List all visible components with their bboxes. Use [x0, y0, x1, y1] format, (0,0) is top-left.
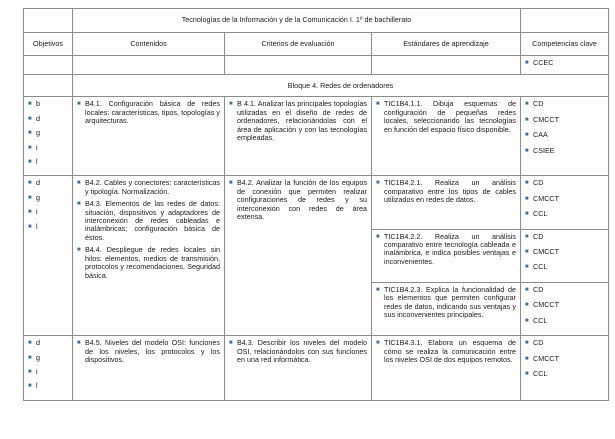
- list-item: ■ TIC1B4.3.1. Elabora un esquema de cómo se realiza la comunicación entre los niveles OSI de dos equipos remotos.: [376, 338, 517, 364]
- bullet-icon: ■: [525, 355, 529, 362]
- objetivos-cell: [24, 97, 73, 176]
- list-item: ■ CCL: [525, 262, 548, 272]
- bullet-icon: ■: [376, 340, 380, 347]
- bullet-icon: ■: [376, 233, 380, 240]
- competencias-cell: [521, 282, 609, 335]
- list-item: ■ TIC1B4.2.3. Explica la funcionalidad de los elementos que permiten configurar redes de datos, indicando sus ventajas y sus inconvenientes principales.: [376, 284, 517, 320]
- bullet-icon: ■: [28, 130, 32, 137]
- bullet-icon: ■: [77, 180, 81, 187]
- table-row: [24, 176, 609, 229]
- bullet-icon: ■: [525, 211, 529, 218]
- list-item: ■ TIC1B4.2.1. Realiza un análisis comparativo entre los tipos de cables utilizados en redes de datos.: [376, 178, 517, 205]
- list-item: ■ TIC1B4.2.2. Realiza un análisis comparativo entre tecnología cableada e inalámbrica, e indica posibles ventajas e inconvenientes.: [376, 231, 517, 266]
- bullet-icon: ■: [376, 101, 380, 108]
- corner-cell: [24, 9, 73, 33]
- list-item: ■ d: [28, 178, 40, 188]
- list-item: ■ CMCCT: [525, 300, 559, 310]
- list-item: ■ CD: [525, 284, 544, 294]
- list-item: ■ d: [28, 338, 40, 348]
- bullet-icon: ■: [376, 286, 380, 293]
- empty-cell: [225, 56, 372, 75]
- objetivos-cell: [24, 336, 73, 401]
- list-item: ■ CCL: [525, 368, 548, 378]
- estandares-cell: [372, 176, 521, 229]
- bullet-icon: ■: [229, 101, 233, 108]
- list-item: ■ CD: [525, 231, 544, 241]
- list-item: ■ B4.2. Cables y conectores: características y tipología. Normalización.: [77, 178, 220, 196]
- list-item: ■ B4.3. Describir los niveles del modelo OSI, relacionándolos con sus funciones en una red informática.: [229, 338, 367, 364]
- list-item: ■ CCL: [525, 315, 548, 325]
- bullet-icon: ■: [525, 302, 529, 309]
- bullet-icon: ■: [525, 101, 529, 108]
- list-item: ■ CMCCT: [525, 247, 559, 257]
- list-item: ■ CAA: [525, 130, 548, 140]
- bullet-icon: ■: [28, 209, 32, 216]
- list-item: ■ CMCCT: [525, 353, 559, 363]
- list-item: ■ i: [28, 207, 38, 217]
- estandares-cell: [372, 97, 521, 176]
- estandares-cell: [372, 336, 521, 401]
- bullet-icon: ■: [525, 60, 529, 66]
- list-item: ■ g: [28, 128, 40, 138]
- bullet-icon: ■: [77, 247, 81, 254]
- contenidos-cell: [73, 176, 225, 336]
- curriculum-table: [23, 8, 609, 401]
- competencias-cell: [521, 97, 609, 176]
- bullet-icon: ■: [525, 249, 529, 256]
- bullet-icon: ■: [28, 180, 32, 187]
- list-item: ■ CCL: [525, 209, 548, 219]
- empty-cell: [24, 56, 73, 75]
- bullet-icon: ■: [525, 180, 529, 187]
- contenidos-cell: [73, 336, 225, 401]
- list-item: ■ B 4.1. Analizar las principales topologías utilizadas en el diseño de redes de ordenadores, relacionándolas con el área de aplicación y con las tecnologías empleadas.: [229, 99, 367, 143]
- header-competencias: Competencias clave: [521, 33, 609, 56]
- list-item: ■ i: [28, 366, 38, 376]
- list-item: ■ CD: [525, 178, 544, 188]
- table-row: [24, 336, 609, 401]
- bullet-icon: ■: [525, 340, 529, 347]
- list-item: ■ TIC1B4.1.1. Dibuja esquemas de configuración de pequeñas redes locales, seleccionando las tecnologías en función del espacio físico disponible.: [376, 99, 517, 134]
- bullet-icon: ■: [28, 340, 32, 347]
- header-contenidos: Contenidos: [73, 33, 225, 56]
- block-title: Bloque 4. Redes de ordenadores: [73, 75, 609, 97]
- bullet-icon: ■: [525, 195, 529, 202]
- list-item: ■ i: [28, 142, 38, 152]
- estandares-cell: [372, 229, 521, 282]
- bullet-icon: ■: [525, 132, 529, 139]
- criterios-cell: [225, 97, 372, 176]
- list-item: ■ B4.1. Configuración básica de redes locales: características, tipos, topologías y arquitecturas.: [77, 99, 220, 126]
- bullet-icon: ■: [525, 286, 529, 293]
- bullet-icon: ■: [28, 101, 32, 108]
- objetivos-cell: [24, 176, 73, 336]
- bullet-icon: ■: [28, 383, 32, 390]
- criterios-cell: [225, 336, 372, 401]
- competencias-cell: [521, 336, 609, 401]
- bullet-icon: ■: [525, 370, 529, 377]
- bullet-icon: ■: [525, 233, 529, 240]
- list-item: ■ CD: [525, 99, 544, 109]
- bullet-icon: ■: [525, 264, 529, 271]
- bullet-icon: ■: [28, 194, 32, 201]
- empty-cell: [24, 75, 73, 97]
- competencias-cell: [521, 229, 609, 282]
- list-item: ■ CSIEE: [525, 145, 555, 155]
- list-item: ■ CMCCT: [525, 114, 559, 124]
- table-title: Tecnologías de la Información y de la Comunicación I. 1º de bachillerato: [73, 9, 521, 33]
- bullet-icon: ■: [77, 340, 81, 347]
- competencias-cell: [521, 176, 609, 229]
- list-item: ■ B4.3. Elementos de las redes de datos: situación, dispositivos y adaptadores de interconexión de redes cableadas e inalámbricas; configuración básica de éstos.: [77, 199, 220, 242]
- list-item: ■ b: [28, 99, 40, 109]
- bullet-icon: ■: [28, 368, 32, 375]
- list-item: ■ l: [28, 221, 38, 231]
- list-item: ■ B4.5. Niveles del modelo OSI: funciones de los niveles, los protocolos y los dispositivos.: [77, 338, 220, 364]
- bullet-icon: ■: [28, 223, 32, 230]
- bullet-icon: ■: [229, 340, 233, 347]
- bullet-icon: ■: [229, 180, 233, 187]
- bullet-icon: ■: [28, 159, 32, 166]
- list-item: ■ CMCCT: [525, 193, 559, 203]
- list-item: ■ d: [28, 113, 40, 123]
- list-item: ■ CCEC: [525, 58, 554, 67]
- header-estandares: Estándares de aprendizaje: [372, 33, 521, 56]
- empty-cell: [372, 56, 521, 75]
- estandares-cell: [372, 282, 521, 335]
- empty-cell: [73, 56, 225, 75]
- bullet-icon: ■: [525, 116, 529, 123]
- bullet-icon: ■: [77, 201, 81, 208]
- header-criterios: Criterios de evaluación: [225, 33, 372, 56]
- corner-cell: [521, 9, 609, 33]
- table-row: [24, 97, 609, 176]
- list-item: ■ l: [28, 157, 38, 167]
- competencias-cell: [521, 56, 609, 75]
- list-item: ■ CD: [525, 338, 544, 348]
- list-item: ■ g: [28, 352, 40, 362]
- bullet-icon: ■: [28, 354, 32, 361]
- list-item: ■ l: [28, 381, 38, 391]
- bullet-icon: ■: [28, 144, 32, 151]
- header-objetivos: Objetivos: [24, 33, 73, 56]
- bullet-icon: ■: [376, 180, 380, 187]
- contenidos-cell: [73, 97, 225, 176]
- bullet-icon: ■: [525, 147, 529, 154]
- bullet-icon: ■: [525, 317, 529, 324]
- list-item: ■ B4.4. Despliegue de redes locales sin hilos: elementos, medios de transmisión, protocolos y recomendaciones. Seguridad básica.: [77, 245, 220, 280]
- bullet-icon: ■: [77, 101, 81, 108]
- list-item: ■ B4.2. Analizar la función de los equipos de conexión que permiten realizar configuraciones de redes y su interconexión con redes de área extensa.: [229, 178, 367, 222]
- criterios-cell: [225, 176, 372, 336]
- bullet-icon: ■: [28, 115, 32, 122]
- list-item: ■ g: [28, 192, 40, 202]
